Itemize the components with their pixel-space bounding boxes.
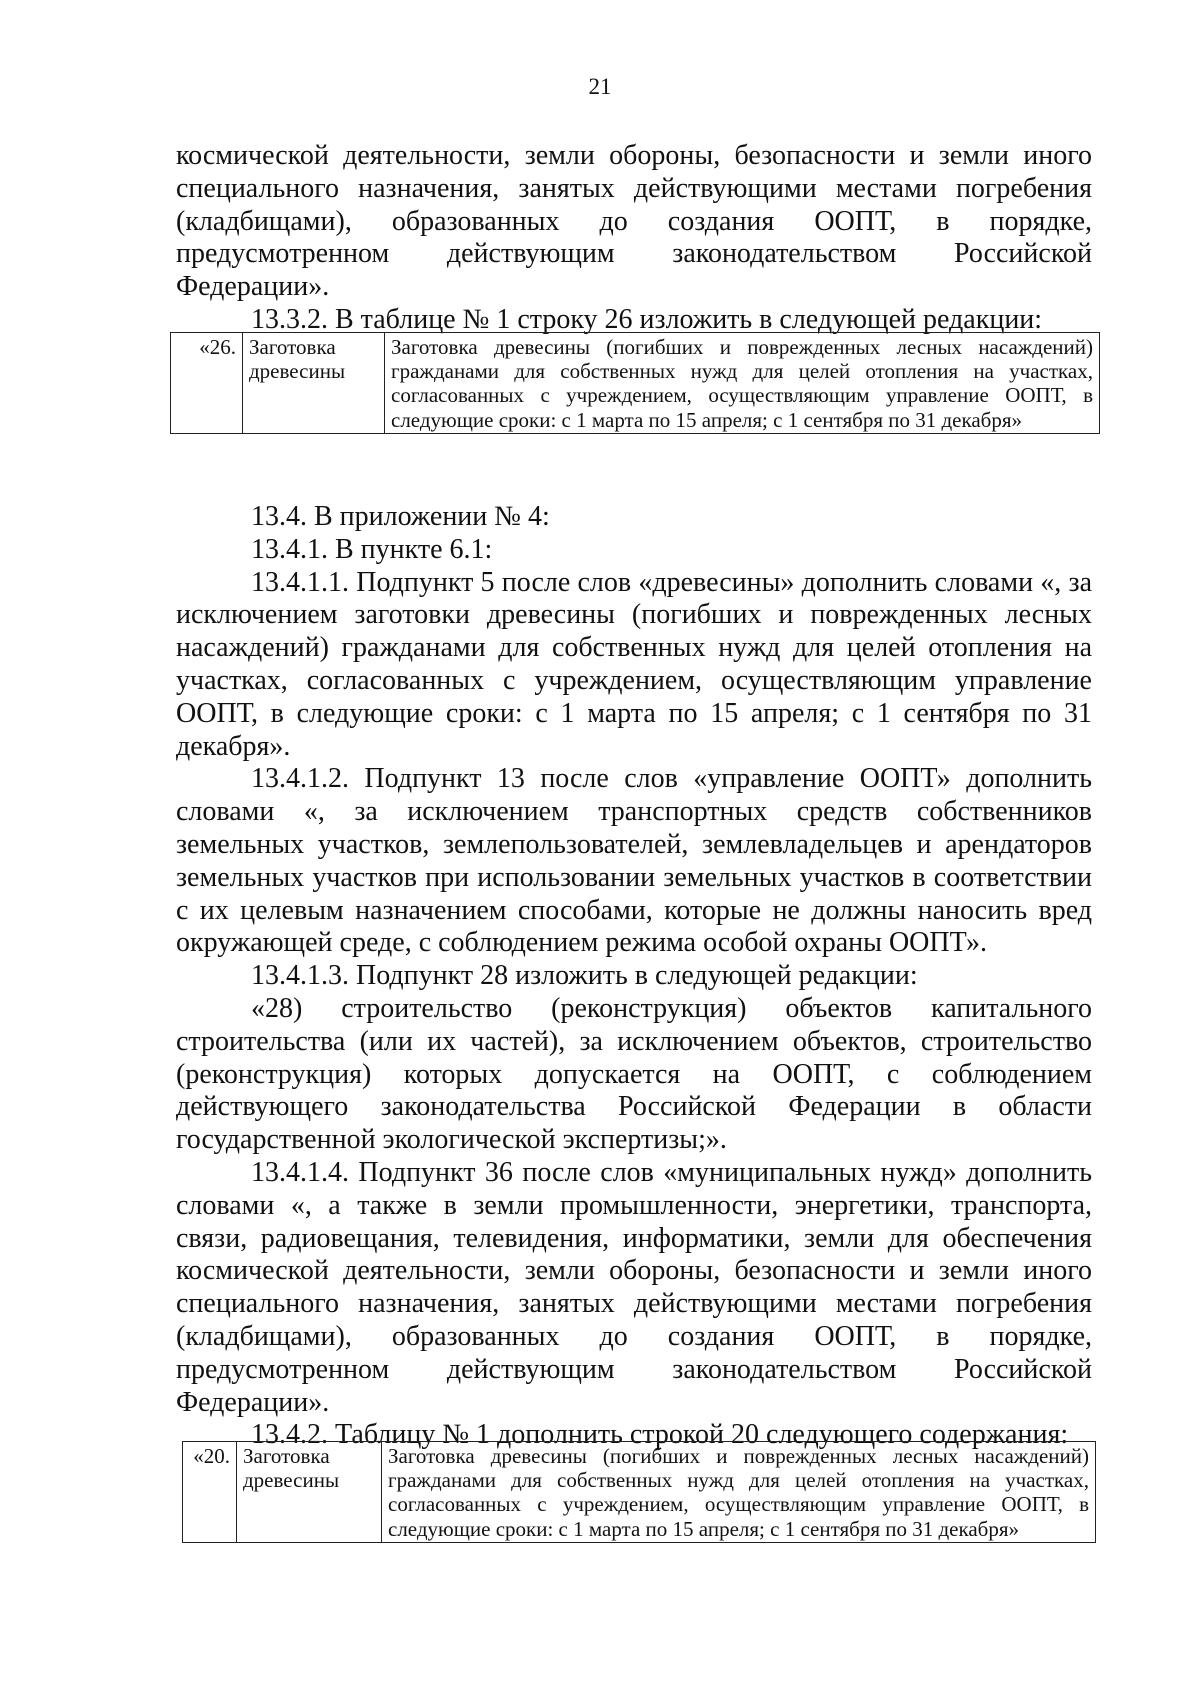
paragraph-13-3-2: 13.3.2. В таблице № 1 строку 26 изложить в следующей редакции: xyxy=(251,303,1043,335)
paragraph-13-4-1-3: 13.4.1.3. Подпункт 28 изложить в следующей редакции: xyxy=(251,960,918,992)
description-cell: Заготовка древесины (погибших и поврежденных лесных насаждений) гражданами для собственных нужд для целей отопления на участках, согласованных с учреждением, осуществляющим управление ООПТ, в следующие сроки: с 1 марта по 15 апреля; с 1 сентября по 31 декабря» xyxy=(382,1442,1096,1543)
table-row xyxy=(183,1442,1096,1543)
table-row xyxy=(171,333,1100,434)
row-number-cell: «26. xyxy=(171,333,243,434)
paragraph-13-4-1: 13.4.1. В пункте 6.1: xyxy=(251,533,493,565)
row-number-cell: «20. xyxy=(183,1442,237,1543)
table-row-26 xyxy=(170,332,1100,434)
activity-cell: Заготовка древесины xyxy=(243,333,385,434)
section-13-4 xyxy=(176,501,1092,1452)
paragraph-subitem-28: «28) строительство (реконструкция) объектов капитального строительства (или их частей), за исключением объектов, строительство (реконструкция) которых допускается на ООПТ, с соблюдением действующего законодательства Российской Федерации в области государственной экологической экспертизы;». xyxy=(176,992,1092,1156)
page-number: 21 xyxy=(588,74,612,99)
description-cell: Заготовка древесины (погибших и поврежденных лесных насаждений) гражданами для собственных нужд для целей отопления на участках, согласованных с учреждением, осуществляющим управление ООПТ, в следующие сроки: с 1 марта по 15 апреля; с 1 сентября по 31 декабря» xyxy=(385,333,1100,434)
table-row-20 xyxy=(182,1441,1096,1543)
paragraph-13-4-1-2: 13.4.1.2. Подпункт 13 после слов «управление ООПТ» дополнить словами «, за исключением транспортных средств собственников земельных участков, землепользователей, землевладельцев и арендаторов земельных участков при использовании земельных участков в соответствии с их целевым назначением способами, которые не должны наносить вред окружающей среде, с соблюдением режима особой охраны ООПТ». xyxy=(176,763,1092,959)
paragraph-13-4-2: 13.4.2. Таблицу № 1 дополнить строкой 20 следующего содержания: xyxy=(251,1419,1069,1451)
paragraph-continuation: космической деятельности, земли обороны, безопасности и земли иного специального назначения, занятых действующими местами погребения (кладбищами), образованных до создания ООПТ, в порядке, предусмотренном действующим законодательством Российской Федерации». xyxy=(176,140,1092,303)
top-text-block xyxy=(176,140,1092,337)
paragraph-13-4-1-1: 13.4.1.1. Подпункт 5 после слов «древесины» дополнить словами «, за исключением заготовки древесины (погибших и поврежденных лесных насаждений) гражданами для собственных нужд для целей отопления на участках, согласованных с учреждением, осуществляющим управление ООПТ, в следующие сроки: с 1 марта по 15 апреля; с 1 сентября по 31 декабря». xyxy=(176,566,1092,762)
paragraph-13-4: 13.4. В приложении № 4: xyxy=(251,501,550,532)
activity-cell: Заготовка древесины xyxy=(237,1442,382,1543)
paragraph-13-4-1-4: 13.4.1.4. Подпункт 36 после слов «муниципальных нужд» дополнить словами «, а также в земли промышленности, энергетики, транспорта, связи, радиовещания, телевидения, информатики, земли для обеспечения космической деятельности, земли обороны, безопасности и земли иного специального назначения, занятых действующими местами погребения (кладбищами), образованных до создания ООПТ, в порядке, предусмотренном действующим законодательством Российской Федерации». xyxy=(176,1156,1092,1418)
